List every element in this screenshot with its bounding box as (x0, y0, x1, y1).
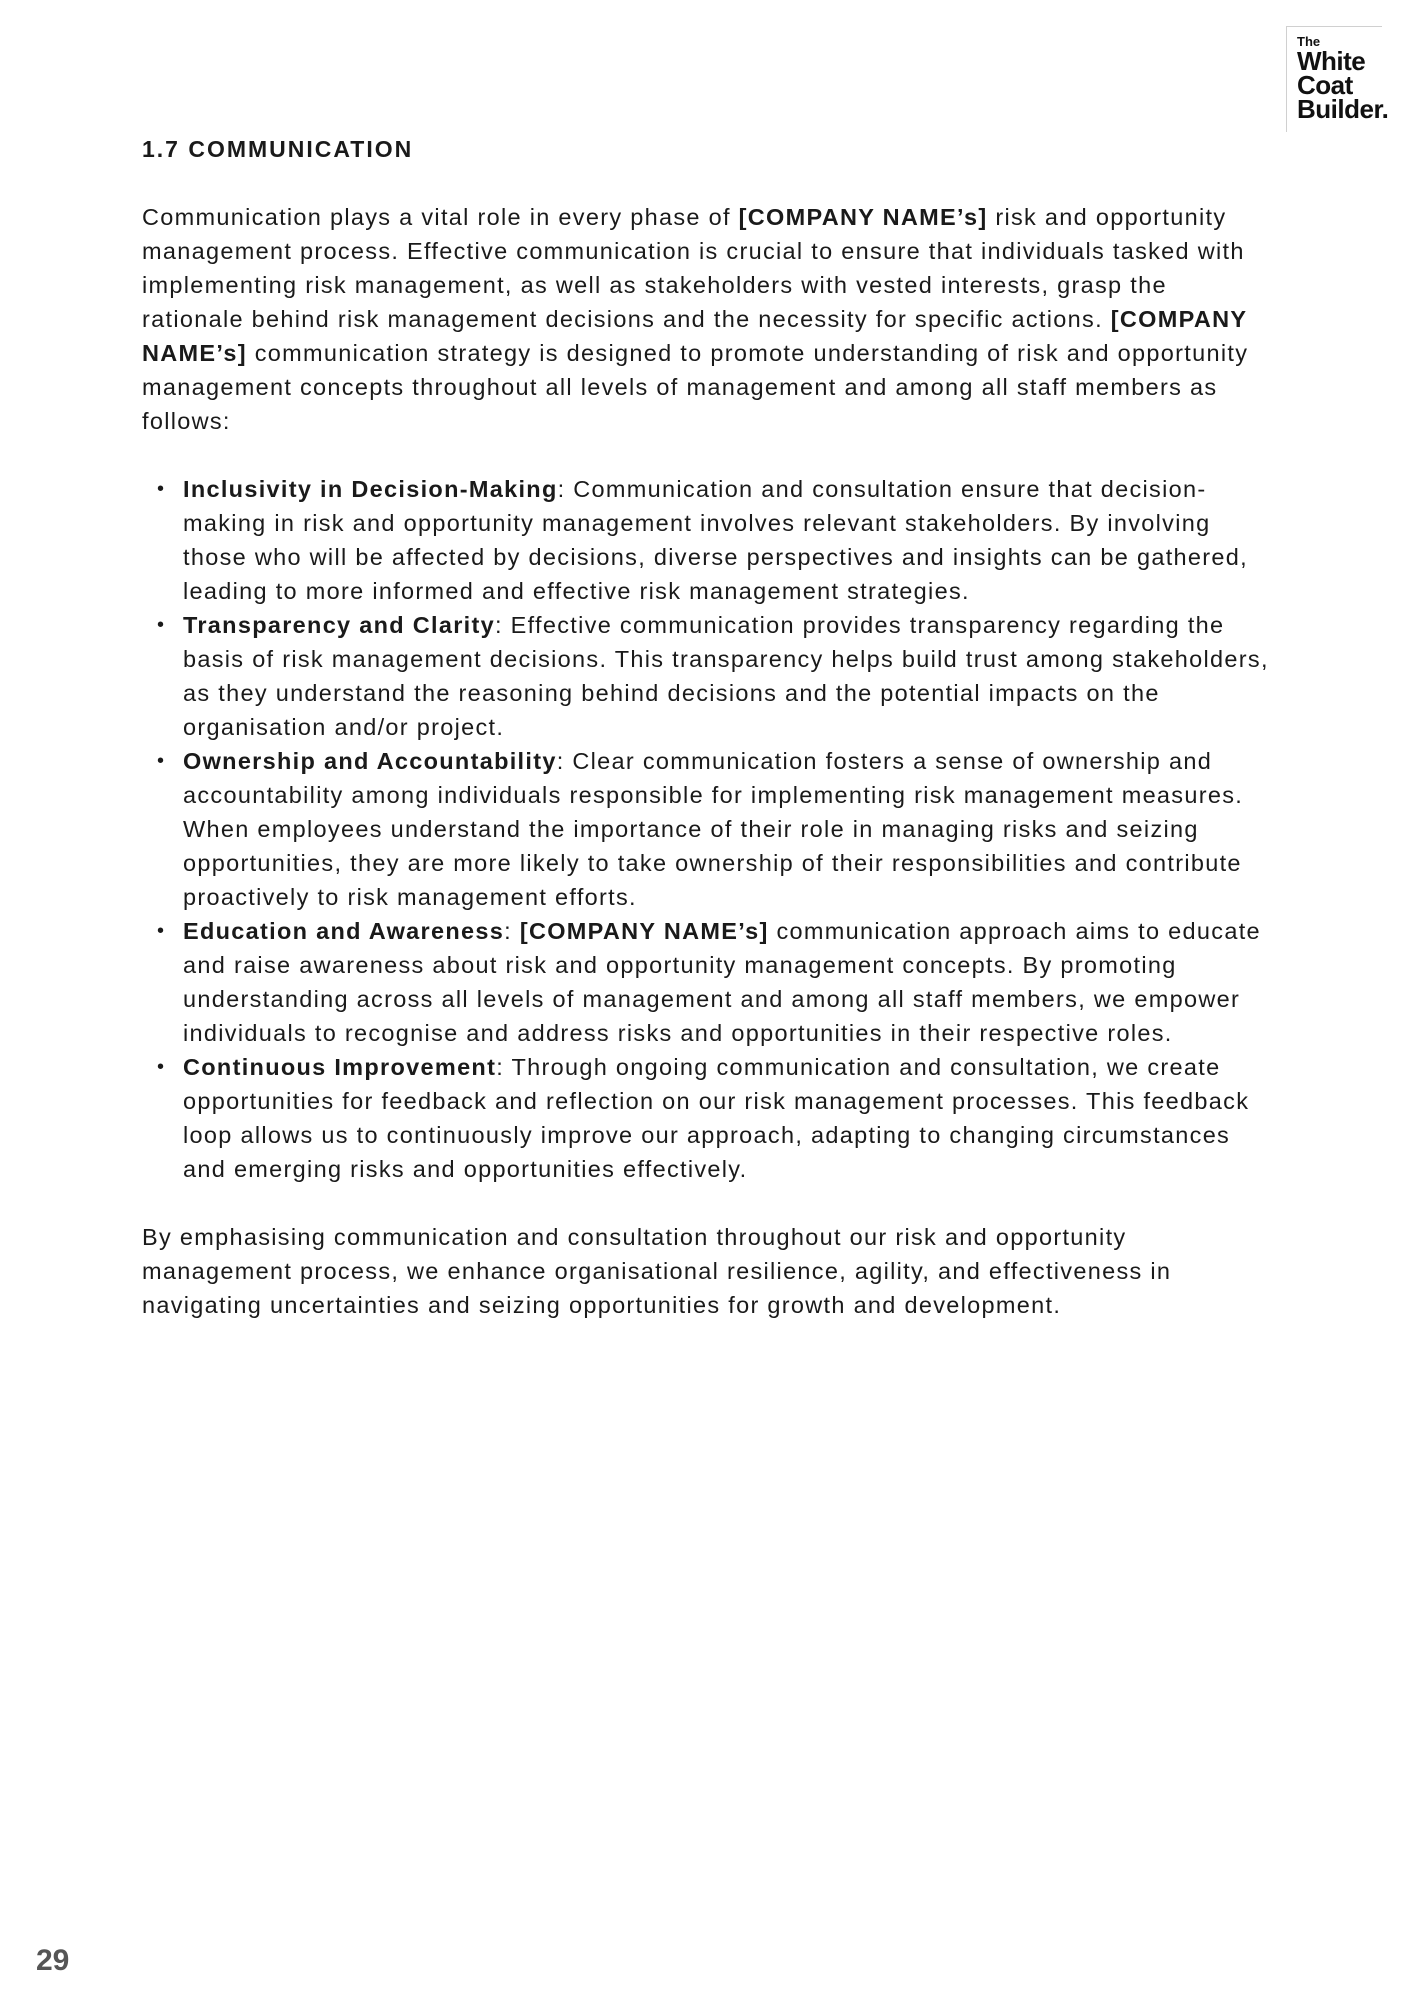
section-heading: 1.7 COMMUNICATION (142, 136, 414, 162)
bullet-title: Education and Awareness (183, 918, 505, 944)
intro-text-3: communication strategy is designed to promote understanding of risk and opportunity management concepts throughout all levels of management and among all staff members as follows: (142, 340, 1249, 434)
bullet-item-inclusivity (157, 472, 1272, 608)
bullet-dot-icon: • (157, 1056, 166, 1078)
bullet-text: : Clear communication fosters a sense of ownership and accountability among individuals responsible for implementing risk management measures. When employees understand the importance of their role in managing risks and seizing opportunities, they are more likely to take ownership of their responsibilities and contribute proactively to risk management efforts. (183, 748, 1244, 910)
company-name-placeholder: [COMPANY NAME’s] (519, 918, 769, 944)
bullet-text: : Effective communication provides transparency regarding the basis of risk management decisions. This transparency helps build trust among stakeholders, as they understand the reasoning behind decisions and the potential impacts on the organisation and/or project. (183, 612, 1269, 740)
bullet-text: : Communication and consultation ensure that decision-making in risk and opportunity management involves relevant stakeholders. By involving those who will be affected by decisions, diverse perspectives and insights can be gathered, leading to more informed and effective risk management strategies. (183, 476, 1248, 604)
bullet-item-education (157, 914, 1272, 1050)
bullet-title: Continuous Improvement (183, 1054, 497, 1080)
intro-paragraph (142, 200, 1272, 438)
company-name-placeholder: [COMPANY NAME’s] (142, 306, 1247, 366)
logo-line-builder: Builder. (1297, 94, 1389, 124)
bullet-title: Transparency and Clarity (183, 612, 496, 638)
bullet-item-transparency (157, 608, 1272, 744)
brand-logo (1286, 26, 1389, 132)
bullet-text: communication approach aims to educate and raise awareness about risk and opportunity management concepts. By promoting understanding across all levels of management and among all staff members, we empower individuals to recognise and address risks and opportunities in their respective roles. (183, 918, 1261, 1046)
bullet-list (142, 472, 1272, 1186)
bullet-item-improvement (157, 1050, 1272, 1186)
page-number: 29 (36, 1944, 70, 1977)
logo-line-coat: Coat (1297, 70, 1353, 100)
intro-text-1: Communication plays a vital role in every phase of (142, 204, 739, 230)
logo-line-white: White (1297, 46, 1366, 76)
bullet-dot-icon: • (157, 478, 166, 500)
bullet-title: Ownership and Accountability (183, 748, 557, 774)
bullet-dot-icon: • (157, 614, 166, 636)
bullet-separator: : (504, 918, 520, 944)
bullet-dot-icon: • (157, 750, 166, 772)
closing-paragraph: By emphasising communication and consultation throughout our risk and opportunity management process, we enhance organisational resilience, agility, and effectiveness in navigating uncertainties and seizing opportunities for growth and development. (142, 1224, 1172, 1318)
bullet-item-ownership (157, 744, 1272, 914)
intro-text-2: risk and opportunity management process. Effective communication is crucial to ensure that individuals tasked with implementing risk management, as well as stakeholders with vested interests, grasp the rationale behind risk management decisions and the necessity for specific actions. (142, 204, 1245, 332)
company-name-placeholder: [COMPANY NAME’s] (738, 204, 988, 230)
document-body (142, 132, 1272, 1322)
bullet-title: Inclusivity in Decision-Making (183, 476, 558, 502)
logo-line-the: The (1297, 34, 1321, 49)
bullet-text: : Through ongoing communication and consultation, we create opportunities for feedback and reflection on our risk management processes. This feedback loop allows us to continuously improve our approach, adapting to changing circumstances and emerging risks and opportunities effectively. (183, 1054, 1250, 1182)
bullet-dot-icon: • (157, 920, 166, 942)
